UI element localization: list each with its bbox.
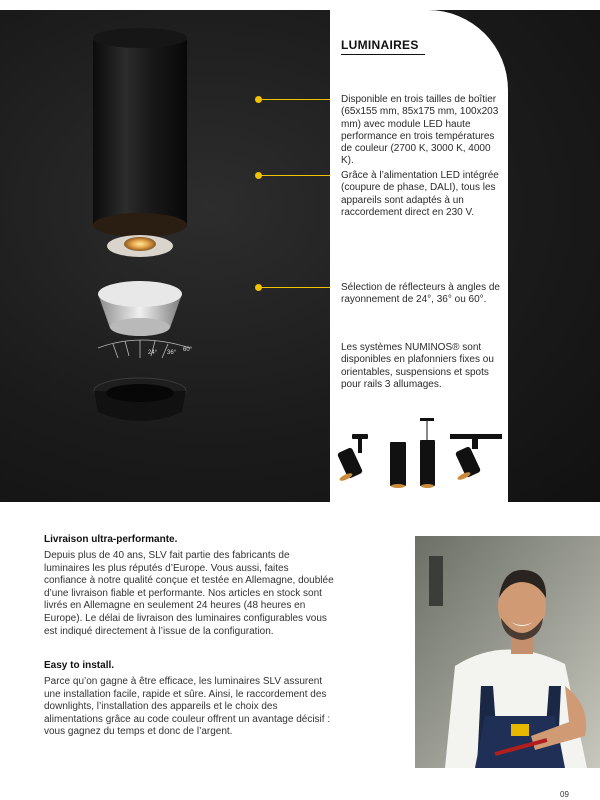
feature-power-supply: Grâce à l’alimentation LED intégrée (coupure de phase, DALI), tous les appareils sont adaptés à un raccordement direct en 230 V. <box>341 170 499 218</box>
track-spot-icon <box>450 434 502 481</box>
page-number: 09 <box>560 790 569 799</box>
section-body-delivery: Depuis plus de 40 ans, SLV fait partie des fabricants de luminaires les plus réputés d’Europe. Vous aussi, faites confiance à notre qualité conçue et testée en Allemagne, doublée d’une livraison fiable et performante. Nos articles en stock sont livrés en Allemagne en seulement 24 heures (48 heures en Europe). Le délai de livraison des luminaires configurables vous est indiqué directement à l’issue de la configuration. <box>44 550 334 637</box>
feature-reflectors: Sélection de réflecteurs à angles de rayonnement de 24°, 36° ou 60°. <box>341 282 500 306</box>
ceiling-cylinder-icon <box>390 442 406 488</box>
pendant-icon <box>420 418 435 488</box>
section-body-install: Parce qu’on gagne à être efficace, les luminaires SLV assurent une installation facile, rapide et sûre. Ainsi, le raccordement des downlights, l’installation des appareils et le choix des alimentations grâce au code couleur offrent un avantage décisif : vous gagnez du temps et donc de l’argent. <box>44 676 331 738</box>
feature-systems: Les systèmes NUMINOS® sont disponibles en plafonniers fixes ou orientables, suspensions et spots pour rails 3 allumages. <box>341 342 494 390</box>
installer-photo <box>415 536 600 768</box>
section-heading-delivery: Livraison ultra-performante. <box>44 534 178 545</box>
callout-line-3 <box>259 287 337 288</box>
hero-product-banner <box>0 10 600 502</box>
callout-line-1 <box>259 99 337 100</box>
exploded-luminaire-illustration <box>0 10 330 502</box>
section-heading-install: Easy to install. <box>44 660 115 671</box>
angle-label-60: 60° <box>183 347 193 353</box>
angle-label-24: 24° <box>148 350 158 356</box>
panel-title: LUMINAIRES <box>341 38 419 52</box>
feature-sizes: Disponible en trois tailles de boîtier (65x155 mm, 85x175 mm, 100x203 mm) avec module LED haute performance en trois températures de couleur (2700 K, 3000 K, 4000 K). <box>341 94 499 167</box>
surface-spot-icon <box>337 434 368 482</box>
angle-label-36: 36° <box>167 350 177 356</box>
product-variants <box>336 418 504 494</box>
title-underline <box>341 54 425 55</box>
callout-line-2 <box>259 175 337 176</box>
